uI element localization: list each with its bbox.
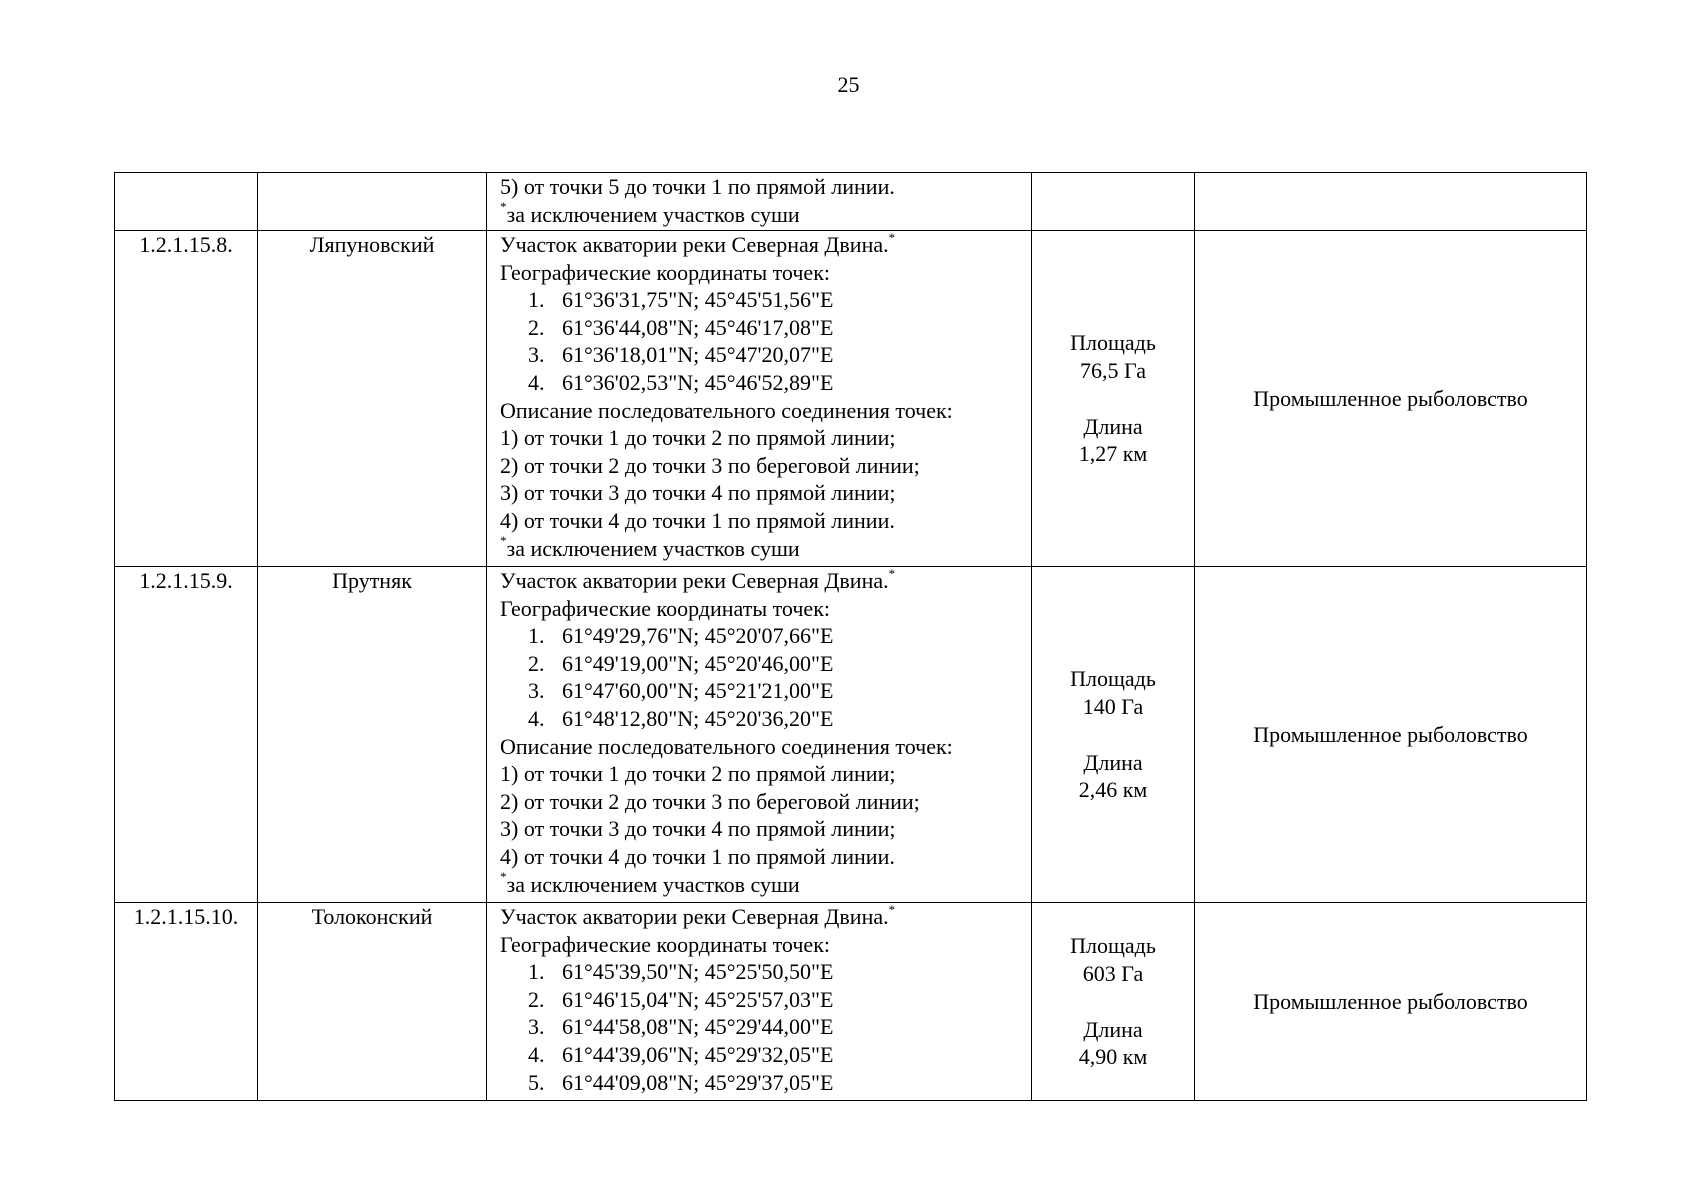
coordinate-point: 1. 61°36'31,75"N; 45°45'51,56"E xyxy=(528,287,834,313)
area-number: 1.2.1.15.9. xyxy=(115,567,258,903)
connection-line: 2) от точки 2 до точки 3 по береговой линии; xyxy=(500,788,920,814)
area-heading: Участок акватории реки Северная Двина.* xyxy=(500,565,896,593)
usage-type: Промышленное рыболовство xyxy=(1195,231,1587,567)
connection-label: Описание последовательного соединения точек: xyxy=(500,733,953,759)
coordinate-point: 2. 61°46'15,04"N; 45°25'57,03"E xyxy=(528,986,834,1012)
connection-line: 1) от точки 1 до точки 2 по прямой линии; xyxy=(500,761,896,787)
footnote-marker: * xyxy=(500,869,507,885)
area-description xyxy=(487,567,1032,903)
usage-type: Промышленное рыболовство xyxy=(1195,567,1587,903)
area-name: Прутняк xyxy=(258,567,487,903)
length-value: 4,90 км xyxy=(1078,1044,1148,1070)
table-row-continuation xyxy=(115,173,1587,231)
footnote: *за исключением участков суши xyxy=(500,199,800,227)
footnote-marker: * xyxy=(888,229,896,245)
connection-line: 4) от точки 4 до точки 1 по прямой линии. xyxy=(500,507,895,533)
table-row xyxy=(115,903,1587,1101)
table-row xyxy=(115,231,1587,567)
area-size xyxy=(1032,903,1195,1101)
area-value: 76,5 Га xyxy=(1080,357,1146,383)
coordinate-point: 2. 61°49'19,00"N; 45°20'46,00"E xyxy=(528,650,834,676)
area-description xyxy=(487,903,1032,1101)
connection-line: 3) от точки 3 до точки 4 по прямой линии; xyxy=(500,816,896,842)
coords-label: Географические координаты точек: xyxy=(500,931,830,957)
footnote-marker: * xyxy=(500,533,507,549)
connection-line: 4) от точки 4 до точки 1 по прямой линии. xyxy=(500,843,895,869)
area-number: 1.2.1.15.10. xyxy=(115,903,258,1101)
coordinate-point: 1. 61°49'29,76"N; 45°20'07,66"E xyxy=(528,623,834,649)
coordinate-point: 3. 61°44'58,08"N; 45°29'44,00"E xyxy=(528,1014,834,1040)
area-value: 140 Га xyxy=(1082,693,1144,719)
length-value: 1,27 км xyxy=(1078,441,1148,467)
number-cell xyxy=(115,173,258,231)
area-label: Площадь xyxy=(1070,933,1156,959)
coords-label: Географические координаты точек: xyxy=(500,259,830,285)
description-cell xyxy=(487,173,1032,231)
connection-line: 3) от точки 3 до точки 4 по прямой линии; xyxy=(500,480,896,506)
coordinate-point: 2. 61°36'44,08"N; 45°46'17,08"E xyxy=(528,314,834,340)
coordinate-point: 3. 61°47'60,00"N; 45°21'21,00"E xyxy=(528,678,834,704)
area-name: Ляпуновский xyxy=(258,231,487,567)
footnote-marker: * xyxy=(888,565,896,581)
area-size xyxy=(1032,231,1195,567)
page-number: 25 xyxy=(837,72,860,97)
connection-line: 5) от точки 5 до точки 1 по прямой линии. xyxy=(500,174,895,199)
area-heading: Участок акватории реки Северная Двина.* xyxy=(500,901,896,929)
footnote-marker: * xyxy=(888,901,896,917)
area-label: Площадь xyxy=(1070,330,1156,356)
coordinate-point: 4. 61°36'02,53"N; 45°46'52,89"E xyxy=(528,369,834,395)
coordinate-point: 5. 61°44'09,08"N; 45°29'37,05"E xyxy=(528,1069,834,1095)
connection-line: 2) от точки 2 до точки 3 по береговой линии; xyxy=(500,452,920,478)
coordinate-point: 3. 61°36'18,01"N; 45°47'20,07"E xyxy=(528,342,834,368)
length-label: Длина xyxy=(1083,413,1143,439)
length-label: Длина xyxy=(1083,1016,1143,1042)
connection-line: 1) от точки 1 до точки 2 по прямой линии; xyxy=(500,425,896,451)
coords-label: Географические координаты точек: xyxy=(500,595,830,621)
area-size xyxy=(1032,567,1195,903)
footnote: *за исключением участков суши xyxy=(500,869,800,897)
coordinate-point: 1. 61°45'39,50"N; 45°25'50,50"E xyxy=(528,959,834,985)
size-cell xyxy=(1032,173,1195,231)
area-description xyxy=(487,231,1032,567)
usage-cell xyxy=(1195,173,1587,231)
length-value: 2,46 км xyxy=(1078,777,1148,803)
area-label: Площадь xyxy=(1070,666,1156,692)
table-row xyxy=(115,567,1587,903)
footnote: *за исключением участков суши xyxy=(500,533,800,561)
connection-label: Описание последовательного соединения точек: xyxy=(500,397,953,423)
length-label: Длина xyxy=(1083,749,1143,775)
area-name: Толоконский xyxy=(258,903,487,1101)
footnote-marker: * xyxy=(500,199,507,215)
coordinate-point: 4. 61°44'39,06"N; 45°29'32,05"E xyxy=(528,1041,834,1067)
area-heading: Участок акватории реки Северная Двина.* xyxy=(500,229,896,257)
area-number: 1.2.1.15.8. xyxy=(115,231,258,567)
usage-type: Промышленное рыболовство xyxy=(1195,903,1587,1101)
fishing-areas-table xyxy=(114,172,1587,1101)
coordinate-point: 4. 61°48'12,80"N; 45°20'36,20"E xyxy=(528,705,834,731)
name-cell xyxy=(258,173,487,231)
area-value: 603 Га xyxy=(1082,960,1144,986)
